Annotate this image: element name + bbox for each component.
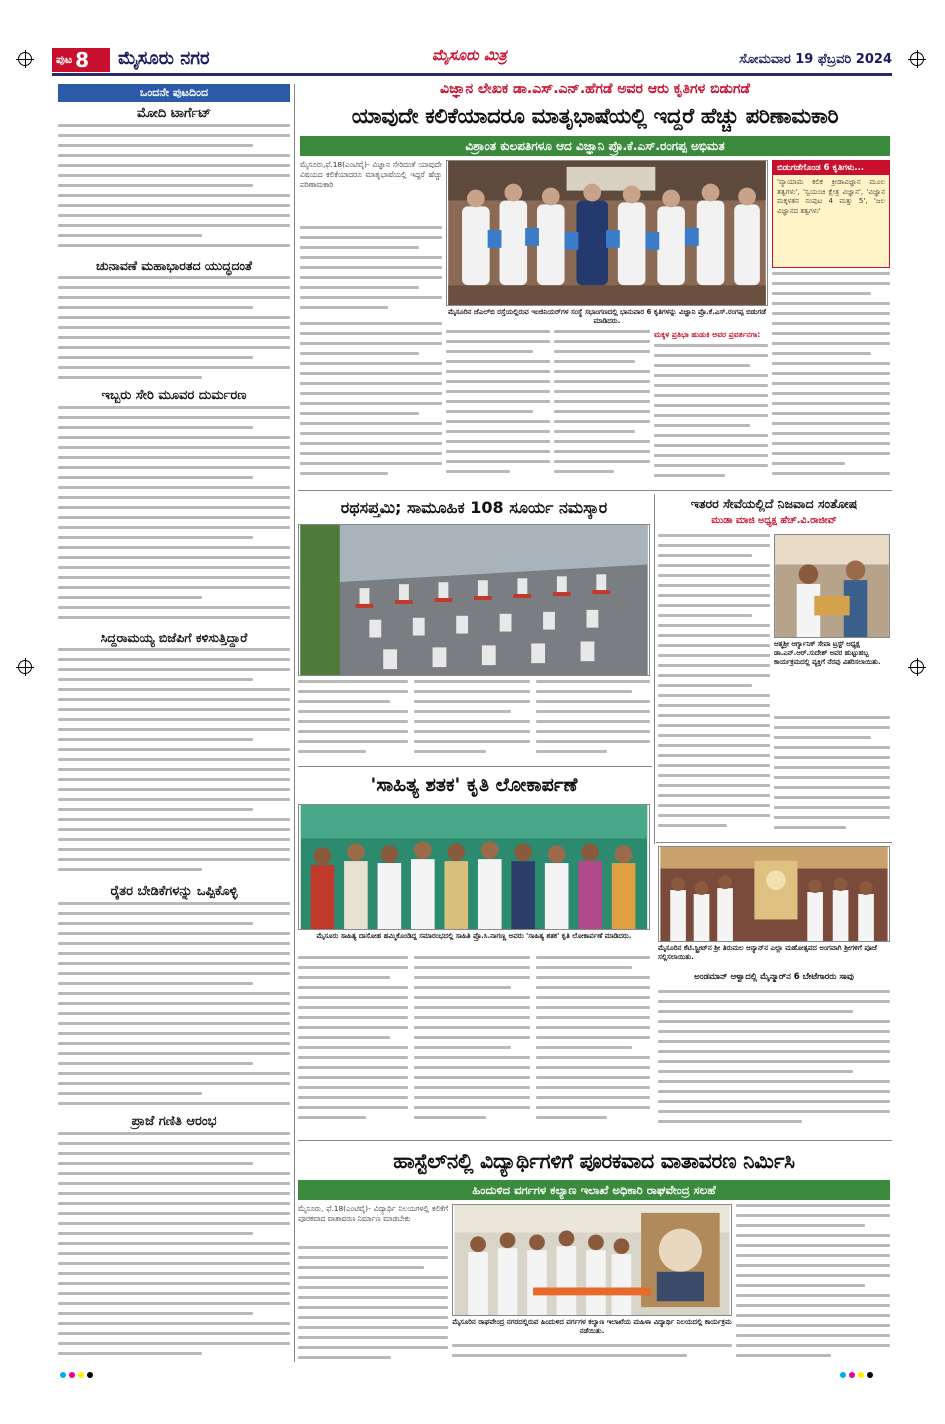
books-box-title: ಬಿಡುಗಡೆಗೊಂಡ 6 ಕೃತಿಗಳು... <box>773 161 889 175</box>
article-text <box>58 124 290 256</box>
section-rule <box>656 842 892 843</box>
sahitya-text <box>536 956 650 1136</box>
lead-dateline: ಮೈಸೂರು,ಫೆ.18(ಎಂಟಿವೈ)- ವಿಜ್ಞಾನ ಸೇರಿದಂತೆ ಯಾವುದೇ ವಿಷಯದ ಕಲಿಕೆಯಾದರೂ ಮಾತೃಭಾಷೆಯಲ್ಲಿ ಇದ್ದರೆ ಹೆಚ್ಚು ಪರಿಣಾಮಕಾರಿ <box>300 160 442 190</box>
article-heading: ಇಬ್ಬರು ಸೇರಿ ಮೂವರ ದುರ್ಮರಣ <box>101 388 247 403</box>
article-text <box>58 648 290 880</box>
hostel-text <box>736 1204 890 1366</box>
temple-caption: ಮೈಸೂರಿನ ಕೆಟಿ.ಸ್ಟ್ರೀಟ್‌ನ ಶ್ರೀ ತಿರುಮಲ ಆನ್ಯಾನ್‌ನ ಎಲ್ಲಾ ಮಹೋತ್ಸವದ ಅಂಗವಾಗಿ ಶ್ರೀಗಳಿಗೆ ಪೂಜೆ ಸಲ್ಲಿಸಲಾಯಿತು. <box>658 944 877 961</box>
hostel-text <box>452 1344 732 1366</box>
page-label: ಪುಟ <box>56 53 73 66</box>
article-heading: ಸಿದ್ದರಾಮಯ್ಯ ಬಿಜೆಪಿಗೆ ಕಳಿಸುತ್ತಿದ್ದಾರೆ <box>100 630 248 645</box>
hostel-dateline: ಮೈಸೂರು, ಫೆ.18(ಎಂಟಿವೈ)- ವಿದ್ಯಾರ್ಥಿ ನಿಲಯಗಳಲ್ಲಿ ಕಲಿಕೆಗೆ ಪೂರಕವಾದ ವಾತಾವರಣ ನಿರ್ಮಾಣ ಮಾಡಬೇಕು <box>298 1204 448 1224</box>
continued-banner: ಒಂದನೇ ಪುಟದಿಂದ <box>58 84 290 102</box>
article-text <box>58 406 290 628</box>
section-title: ಮೈಸೂರು ನಗರ <box>118 48 210 69</box>
section-rule <box>298 766 652 767</box>
lead-text <box>772 272 890 486</box>
issue-date: ಸೋಮವಾರ 19 ಫೆಬ್ರವರಿ 2024 <box>739 52 892 67</box>
rajeev-text <box>658 534 770 840</box>
article-heading: ಚುನಾವಣೆ ಮಹಾಭಾರತದ ಯುದ್ಧದಂತೆ <box>95 258 253 273</box>
lead-text <box>654 344 768 486</box>
article-text <box>58 902 290 1112</box>
article-heading: ಮೋದಿ ಟಾರ್ಗೆಟ್ <box>137 106 211 121</box>
masthead <box>52 46 892 76</box>
section-rule <box>298 1140 892 1141</box>
sahitya-headline: 'ಸಾಹಿತ್ಯ ಶತಕ' ಕೃತಿ ಲೋಕಾರ್ಪಣೆ <box>370 774 578 796</box>
lead-photo-caption: ಮೈಸೂರಿನ ಜೆಎಲ್‌ಬಿ ರಸ್ತೆಯಲ್ಲಿರುವ ಇಂಜಿನಿಯರ್‌ಗಳ ಸಂಸ್ಥೆ ಸಭಾಂಗಣದಲ್ಲಿ ಭಾನುವಾರ 6 ಕೃತಿಗಳನ್ನು ವಿಜ್ಞಾನಿ ಪ್ರೊ.ಕೆ.ಎಸ್.ರಂಗಪ್ಪ ಬಿಡುಗಡೆ ಮಾಡಿದರು. <box>448 308 766 325</box>
books-box <box>772 160 890 268</box>
yoga-text <box>536 680 650 762</box>
registration-mark <box>910 660 924 674</box>
paper-logo: ಮೈಸೂರು ಮಿತ್ರ <box>432 46 507 64</box>
page-number-box <box>52 48 110 72</box>
column-rule <box>654 494 655 844</box>
lead-subhead: ಮಕ್ಕಳ ಪ್ರತಿಭಾ ಹುಡುಕಿ ಅವರ ಪ್ರವರ್ತನಗಾ: <box>654 330 761 339</box>
article-text <box>58 1132 290 1362</box>
hostel-caption: ಮೈಸೂರಿನ ರಾಘವೇಂದ್ರ ನಗರದಲ್ಲಿರುವ ಹಿಂದುಳಿದ ವರ್ಗಗಳ ಕಲ್ಯಾಣ ಇಲಾಖೆಯ ಮಹಿಳಾ ವಿದ್ಯಾರ್ಥಿ ನಿಲಯದಲ್ಲಿ ಕಾರ್ಯಕ್ರಮ ನಡೆಯಿತು. <box>452 1318 732 1335</box>
rajeev-headline: ಇತರರ ಸೇವೆಯಲ್ಲಿದೆ ನಿಜವಾದ ಸಂತೋಷ <box>690 496 858 511</box>
color-bar <box>840 1372 873 1378</box>
yoga-headline: ರಥಸಪ್ತಮಿ; ಸಾಮೂಹಿಕ 108 ಸೂರ್ಯ ನಮಸ್ಕಾರ <box>340 498 608 517</box>
lead-text <box>300 226 442 318</box>
registration-mark <box>910 52 924 66</box>
rajeev-caption: ಆತ್ಮಶ್ರೀ ಆರ್ಗ್ಯಾನಿಕ್ ಸೇವಾ ಟ್ರಸ್ಟ್ ಅಧ್ಯಕ್ಷ ಡಾ.ಎನ್.ಆರ್.ಸುದೇಶ್ ಅವರ ಹುಟ್ಟುಹಬ್ಬ ಕಾರ್ಯಕ್ರಮದಲ್ಲಿ ವ್ಯಕ್ತಿಗೆ ನೆರವು ವಿತರಿಸಲಾಯಿತು. <box>774 640 881 666</box>
color-bar <box>60 1372 93 1378</box>
yoga-text <box>414 680 530 762</box>
lead-text <box>554 330 650 486</box>
page-number: 8 <box>75 48 90 72</box>
lead-deck: ವಿಶ್ರಾಂತ ಕುಲಪತಿಗಳೂ ಆದ ವಿಜ್ಞಾನಿ ಪ್ರೊ.ಕೆ.ಎಸ್.ರಂಗಪ್ಪ ಅಭಿಮತ <box>300 136 890 156</box>
sahitya-caption: ಮೈಸೂರು ಸಾಹಿತ್ಯ ದಾಸೋಹ ಹಮ್ಮಿಕೊಂಡಿದ್ದ ಸಮಾರಂಭದಲ್ಲಿ ಸಾಹಿತಿ ಪ್ರೊ.ಸಿ.ನಾಗಣ್ಣ ಅವರು 'ಸಾಹಿತ್ಯ ಶತಕ' ಕೃತಿ ಲೋಕಾರ್ಪಣೆ ಮಾಡಿದರು. <box>316 932 632 940</box>
hostel-headline: ಹಾಸ್ಟೆಲ್‌ನಲ್ಲಿ ವಿದ್ಯಾರ್ಥಿಗಳಿಗೆ ಪೂರಕವಾದ ವಾತಾವರಣ ನಿರ್ಮಿಸಿ <box>393 1149 795 1173</box>
books-box-text: 'ವ್ಯಾಯಾಮ ಕಲಿಕ ಕ್ರೀಡಾವಿಜ್ಞಾನ ಮೂಲ ತತ್ವಗಳು', 'ಸ್ವಯಂಚಿ ಕ್ಷೇತ್ರ ವಿಜ್ಞಾನ', 'ವಿಜ್ಞಾನ ಮಕ್ಕಳತನ ಸಂಪುಟ 4 ಮತ್ತು 5', 'ಜಲ ವಿಜ್ಞಾನದ ತತ್ವಗಳು' <box>777 178 885 215</box>
yoga-text <box>298 680 408 762</box>
andaman-headline: ಅಂಡಮಾನ್ ಆಳ್ವಾದಲ್ಲಿ ಮೈನ್ಮಾರ್‌ನ 6 ಬೇಟೆಗಾರರು ಸಾವು <box>694 972 854 982</box>
lead-text <box>300 322 442 486</box>
rajeev-photo <box>774 534 890 638</box>
sahitya-text <box>414 956 530 1136</box>
article-text <box>58 276 290 386</box>
sahitya-photo <box>298 804 650 930</box>
andaman-text <box>658 990 890 1136</box>
lead-headline: ಯಾವುದೇ ಕಲಿಕೆಯಾದರೂ ಮಾತೃಭಾಷೆಯಲ್ಲಿ ಇದ್ದರೆ ಹೆಚ್ಚು ಪರಿಣಾಮಕಾರಿ <box>351 104 839 128</box>
article-heading: ರೈತರ ಬೇಡಿಕೆಗಳನ್ನು ಒಪ್ಪಿಕೊಳ್ಳಿ <box>110 884 238 899</box>
hostel-deck: ಹಿಂದುಳಿದ ವರ್ಗಗಳ ಕಲ್ಯಾಣ ಇಲಾಖೆ ಅಧಿಕಾರಿ ರಾಘವೇಂದ್ರ ಸಲಹೆ <box>298 1180 890 1200</box>
column-rule <box>294 84 295 1362</box>
hostel-photo <box>452 1204 732 1316</box>
temple-photo <box>658 846 890 942</box>
lead-text <box>446 330 550 486</box>
sahitya-text <box>298 956 408 1136</box>
article-heading: ಪ್ರಾಜೆ ಗಣಿತಿ ಆರಂಭ <box>131 1114 217 1129</box>
registration-mark <box>18 660 32 674</box>
rajeev-deck: ಮುಡಾ ಮಾಜಿ ಅಧ್ಯಕ್ಷ ಹೆಚ್.ವಿ.ರಾಜೀವ್ <box>711 515 837 526</box>
rajeev-text <box>774 716 890 840</box>
book-release-photo <box>446 160 768 306</box>
hostel-text <box>298 1246 448 1366</box>
lead-kicker: ವಿಜ್ಞಾನ ಲೇಖಕ ಡಾ.ಎಸ್.ಎನ್.ಹೆಗಡೆ ಅವರ ಆರು ಕೃತಿಗಳ ಬಿಡುಗಡೆ <box>440 81 750 97</box>
section-rule <box>298 490 892 491</box>
yoga-photo <box>298 524 650 676</box>
registration-mark <box>18 52 32 66</box>
